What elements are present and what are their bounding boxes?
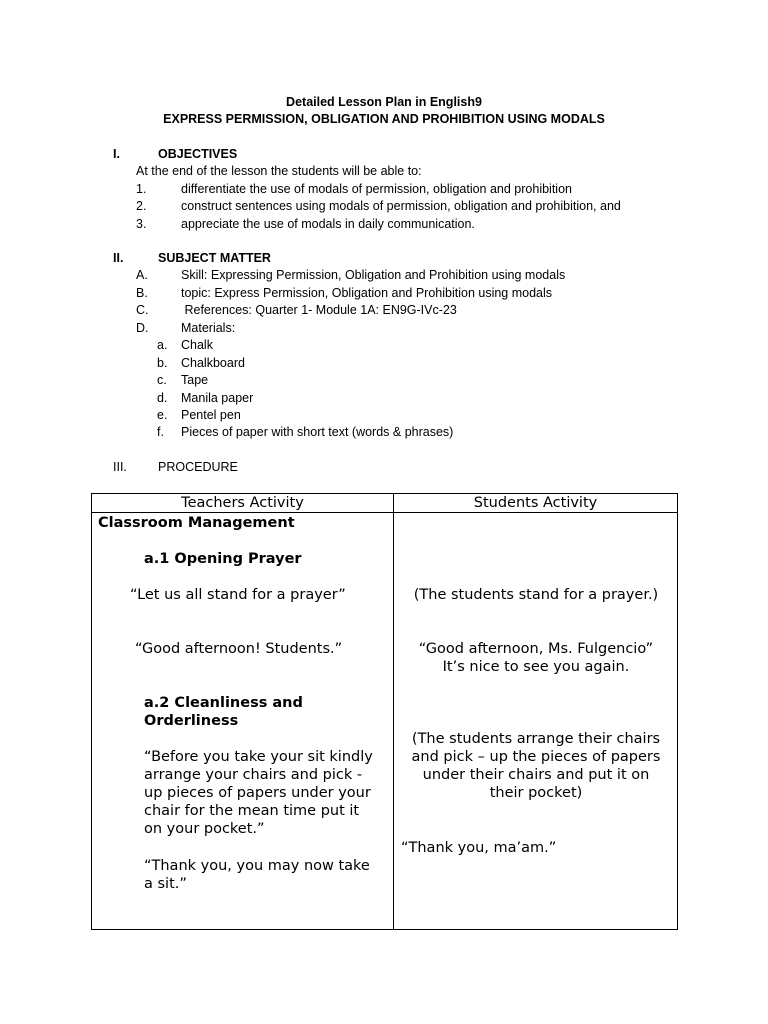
- material-letter: d.: [157, 391, 168, 405]
- document-subtitle: EXPRESS PERMISSION, OBLIGATION AND PROHIBITION USING MODALS: [163, 112, 605, 126]
- objective-text: construct sentences using modals of permission, obligation and prohibition, and: [181, 199, 621, 213]
- students-activity-header: Students Activity: [394, 494, 678, 513]
- teacher-thanks-line: “Thank you, you may now take: [144, 858, 370, 874]
- subject-matter-section: [0, 250, 768, 440]
- teacher-prayer-line: “Let us all stand for a prayer”: [130, 587, 346, 603]
- material-letter: a.: [157, 338, 168, 352]
- student-arrange-line: their pocket): [489, 785, 583, 801]
- cleanliness-heading-cont: Orderliness: [144, 713, 239, 729]
- teachers-activity-header: Teachers Activity: [92, 494, 394, 513]
- material-letter: c.: [157, 373, 167, 387]
- objectives-lead: At the end of the lesson the students will be able to:: [136, 164, 422, 178]
- student-arrange-line: and pick – up the pieces of papers: [411, 749, 661, 765]
- subject-item-letter: D.: [136, 321, 149, 335]
- objective-num: 3.: [136, 217, 147, 231]
- material-letter: f.: [157, 425, 164, 439]
- subject-matter-numeral: II.: [113, 251, 124, 265]
- teacher-thanks-line: a sit.”: [144, 876, 187, 892]
- subject-item-letter: C.: [136, 303, 149, 317]
- teacher-instruction-line: up pieces of papers under your: [144, 785, 371, 801]
- objective-text: differentiate the use of modals of permission, obligation and prohibition: [181, 182, 572, 196]
- material-text: Pieces of paper with short text (words & phrases): [181, 425, 454, 439]
- objective-num: 2.: [136, 199, 147, 213]
- material-letter: e.: [157, 408, 168, 422]
- objective-text: appreciate the use of modals in daily communication.: [181, 217, 475, 231]
- teacher-instruction-line: on your pocket.”: [144, 821, 265, 837]
- student-thanks-response: “Thank you, ma’am.”: [401, 840, 557, 856]
- student-prayer-response: (The students stand for a prayer.): [413, 587, 659, 603]
- teacher-cell: [92, 513, 394, 930]
- student-arrange-line: under their chairs and put it on: [422, 767, 650, 783]
- cleanliness-heading: a.2 Cleanliness and: [144, 695, 303, 711]
- procedure-numeral: III.: [113, 460, 127, 474]
- teacher-instruction-line: arrange your chairs and pick -: [144, 767, 363, 783]
- procedure-heading: PROCEDURE: [158, 460, 238, 474]
- objectives-heading: OBJECTIVES: [158, 147, 238, 161]
- teacher-greeting: “Good afternoon! Students.”: [135, 641, 343, 657]
- student-greeting-line: It’s nice to see you again.: [442, 659, 630, 675]
- material-text: Chalkboard: [181, 356, 245, 370]
- document-title: Detailed Lesson Plan in English9: [286, 95, 482, 109]
- subject-matter-heading: SUBJECT MATTER: [158, 251, 271, 265]
- objectives-numeral: I.: [113, 147, 120, 161]
- subject-item-text: topic: Express Permission, Obligation and Prohibition using modals: [181, 286, 553, 300]
- student-cell: [394, 513, 678, 930]
- subject-item-text: References: Quarter 1- Module 1A: EN9G-IVc-23: [181, 303, 457, 317]
- table-row: [92, 513, 678, 930]
- subject-item-text: Skill: Expressing Permission, Obligation and Prohibition using modals: [181, 268, 566, 282]
- subject-item-text: Materials:: [181, 321, 236, 335]
- teacher-instruction-line: “Before you take your sit kindly: [144, 749, 373, 765]
- procedure-section: [0, 459, 768, 479]
- material-text: Pentel pen: [181, 408, 241, 422]
- subject-item-letter: A.: [136, 268, 148, 282]
- student-arrange-line: (The students arrange their chairs: [411, 731, 661, 747]
- material-letter: b.: [157, 356, 168, 370]
- procedure-table: [91, 493, 678, 930]
- objectives-section: [0, 146, 768, 236]
- material-text: Manila paper: [181, 391, 254, 405]
- material-text: Tape: [181, 373, 209, 387]
- teacher-instruction-line: chair for the mean time put it: [144, 803, 360, 819]
- student-greeting-line: “Good afternoon, Ms. Fulgencio”: [418, 641, 654, 657]
- objective-num: 1.: [136, 182, 147, 196]
- opening-prayer-heading: a.1 Opening Prayer: [144, 551, 302, 567]
- classroom-management-heading: Classroom Management: [98, 515, 295, 531]
- material-text: Chalk: [181, 338, 213, 352]
- subject-item-letter: B.: [136, 286, 148, 300]
- table-header-row: [92, 494, 678, 513]
